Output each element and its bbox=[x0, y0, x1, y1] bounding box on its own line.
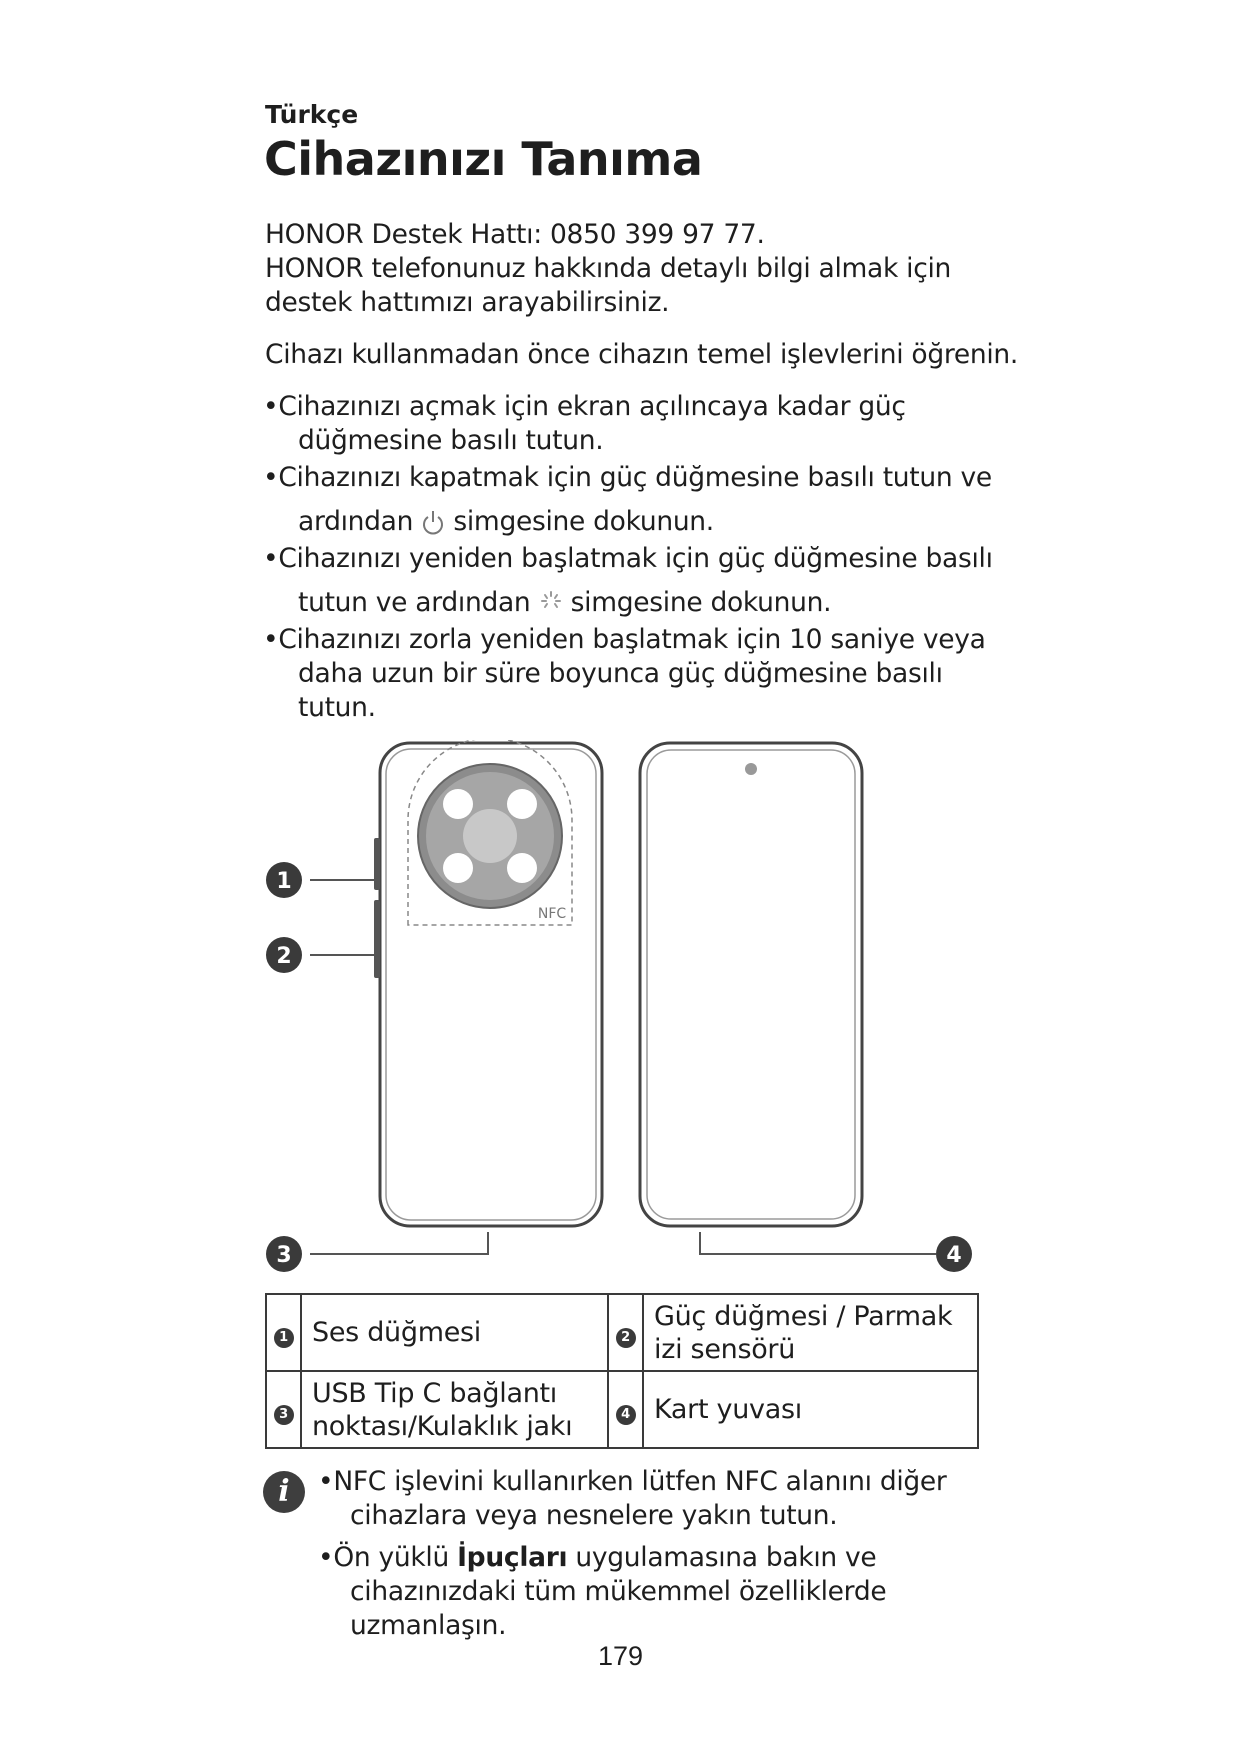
phone-diagram bbox=[256, 740, 986, 1280]
bullet-text: ardından bbox=[298, 506, 414, 537]
bullet-restart bbox=[263, 542, 993, 620]
support-line: HONOR Destek Hattı: 0850 399 97 77. bbox=[265, 219, 765, 250]
part-number-cell bbox=[266, 1371, 301, 1448]
part-number: 2 bbox=[616, 1328, 636, 1348]
callout-3 bbox=[266, 1236, 302, 1272]
power-icon bbox=[421, 508, 445, 538]
bullet-line: •Cihazınızı kapatmak için güç düğmesine basılı tutun ve bbox=[263, 462, 992, 493]
note-line: uzmanlaşın. bbox=[350, 1610, 507, 1641]
parts-table bbox=[265, 1293, 979, 1449]
bullet-text: simgesine dokunun. bbox=[570, 587, 832, 618]
part-number: 3 bbox=[274, 1405, 294, 1425]
bullet-line bbox=[263, 586, 993, 620]
bullet-line: •Cihazınızı açmak için ekran açılıncaya kadar güç bbox=[263, 391, 906, 422]
part-number-cell bbox=[608, 1294, 643, 1371]
nfc-label: NFC bbox=[537, 906, 567, 922]
bullet-line: düğmesine basılı tutun. bbox=[298, 425, 604, 456]
part-label: Kart yuvası bbox=[643, 1371, 978, 1448]
camera-lens bbox=[443, 853, 473, 883]
note-tips bbox=[318, 1541, 947, 1643]
bullet-force-restart bbox=[263, 623, 986, 725]
learn-text: Cihazı kullanmadan önce cihazın temel işlevlerini öğrenin. bbox=[265, 339, 1019, 370]
part-label: Ses düğmesi bbox=[301, 1294, 608, 1371]
power-button bbox=[374, 900, 380, 978]
camera-lens bbox=[507, 789, 537, 819]
front-camera bbox=[745, 763, 757, 775]
note-line: cihazınızdaki tüm mükemmel özelliklerde bbox=[350, 1576, 887, 1607]
part-label bbox=[301, 1371, 608, 1448]
camera-lens bbox=[507, 853, 537, 883]
bullet-line: tutun. bbox=[298, 692, 376, 723]
table-row bbox=[266, 1371, 978, 1448]
table-row bbox=[266, 1294, 978, 1371]
restart-icon bbox=[539, 589, 563, 619]
page-title: Cihazınızı Tanıma bbox=[264, 132, 703, 186]
bullet-line bbox=[263, 505, 992, 539]
svg-text:1: 1 bbox=[276, 869, 292, 894]
page-number: 179 bbox=[597, 1641, 644, 1671]
info-icon: i bbox=[263, 1471, 305, 1513]
part-number-cell bbox=[266, 1294, 301, 1371]
notes-list bbox=[318, 1465, 947, 1651]
support-desc-1: HONOR telefonunuz hakkında detaylı bilgi almak için bbox=[265, 253, 952, 284]
bullet-line: daha uzun bir süre boyunca güç düğmesine basılı bbox=[298, 658, 943, 689]
part-number-cell bbox=[608, 1371, 643, 1448]
part-label-line: noktası/Kulaklık jakı bbox=[312, 1410, 573, 1442]
svg-text:3: 3 bbox=[276, 1243, 292, 1268]
tips-app-name: İpuçları bbox=[457, 1542, 568, 1573]
bullet-text: simgesine dokunun. bbox=[453, 506, 714, 537]
bullet-line: •Cihazınızı zorla yeniden başlatmak için 10 saniye veya bbox=[263, 624, 986, 655]
callout-4 bbox=[936, 1236, 972, 1272]
bullet-power-on bbox=[263, 390, 906, 458]
part-number: 1 bbox=[274, 1328, 294, 1348]
language-label: Türkçe bbox=[265, 100, 359, 129]
bullet-power-off bbox=[263, 461, 992, 539]
part-number: 4 bbox=[616, 1405, 636, 1425]
volume-button bbox=[374, 838, 380, 890]
bullet-line: •Cihazınızı yeniden başlatmak için güç düğmesine basılı bbox=[263, 543, 993, 574]
part-label bbox=[643, 1294, 978, 1371]
camera-lens bbox=[443, 789, 473, 819]
note-nfc bbox=[318, 1465, 947, 1533]
svg-text:2: 2 bbox=[276, 944, 292, 969]
note-text: •Ön yüklü bbox=[318, 1542, 458, 1573]
phone-front-outline bbox=[640, 743, 862, 1226]
part-label-line: Güç düğmesi / Parmak bbox=[654, 1300, 953, 1332]
part-label-line: USB Tip C bağlantı bbox=[312, 1377, 557, 1409]
note-line: cihazlara veya nesnelere yakın tutun. bbox=[350, 1500, 838, 1531]
svg-text:4: 4 bbox=[946, 1243, 962, 1268]
bullet-text: tutun ve ardından bbox=[298, 587, 531, 618]
callout-1 bbox=[266, 862, 302, 898]
note-line: •NFC işlevini kullanırken lütfen NFC alanını diğer bbox=[318, 1466, 947, 1497]
support-desc-2: destek hattımızı arayabilirsiniz. bbox=[265, 287, 670, 318]
note-line bbox=[318, 1541, 947, 1575]
part-label-line: izi sensörü bbox=[654, 1333, 796, 1365]
callout-2 bbox=[266, 937, 302, 973]
note-text: uygulamasına bakın ve bbox=[567, 1542, 877, 1573]
